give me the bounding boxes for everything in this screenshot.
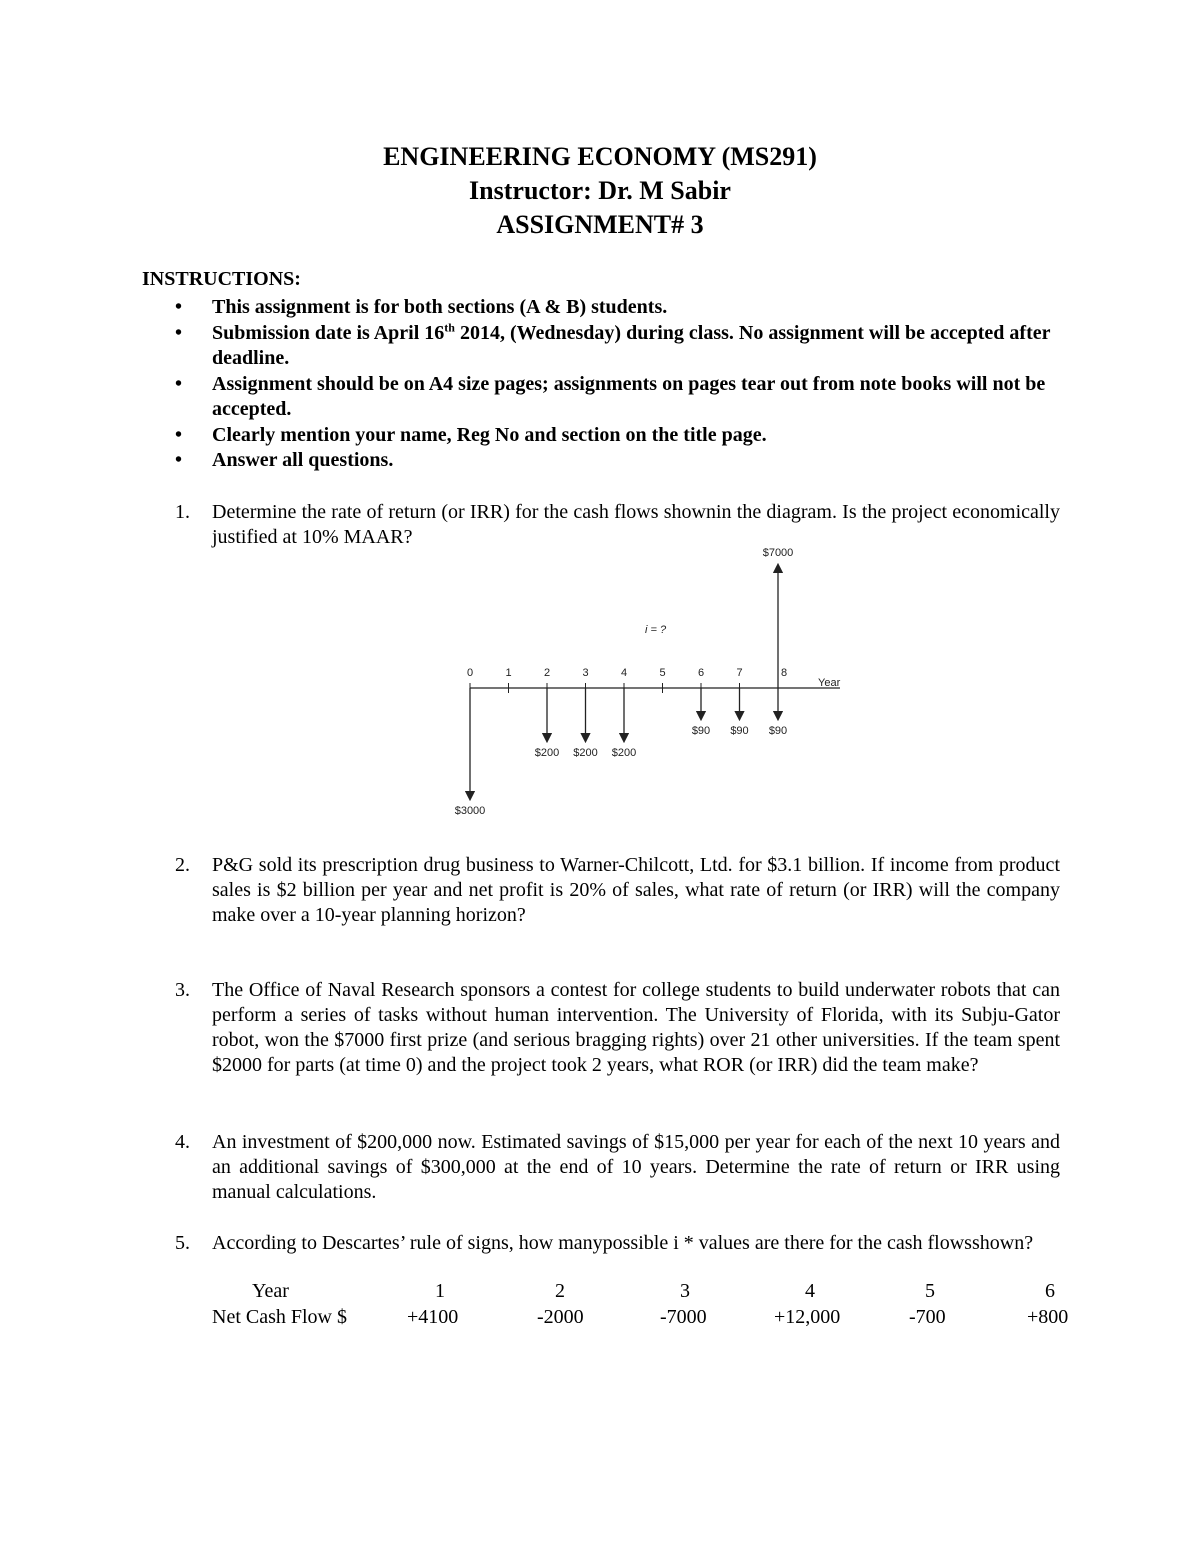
question-number: 4. <box>175 1131 190 1153</box>
instruction-item: • This assignment is for both sections (A & B) students. <box>142 295 1062 321</box>
question-number: 2. <box>175 854 190 876</box>
cash-flow-label: $7000 <box>762 547 794 559</box>
period-label: 6 <box>698 667 705 679</box>
cash-flow-label: $200 <box>611 747 637 759</box>
cash-flow-cell: +12,000 <box>774 1306 841 1328</box>
instructor-line: Instructor: Dr. M Sabir <box>469 176 731 205</box>
cash-flow-label: $200 <box>534 747 560 759</box>
cash-flow-row-label: Net Cash Flow $ <box>212 1306 347 1328</box>
question-text: An investment of $200,000 now. Estimated savings of $15,000 per year for each of the next 10 years and an additional savings of $300,000 at the end of 10 years. Determine the rate of return or IRR using manual calculations. <box>212 1131 1060 1203</box>
cash-flow-cell: -7000 <box>660 1306 707 1328</box>
cash-flow-label: $3000 <box>454 805 486 817</box>
year-row <box>212 1280 1082 1306</box>
question-4 <box>142 1130 1060 1205</box>
instructions-list <box>142 295 1062 474</box>
question-number: 5. <box>175 1232 190 1254</box>
instruction-item: • Submission date is April 16th 2014, (Wednesday) during class. No assignment will be accepted after deadline. <box>175 319 1051 369</box>
period-label: 3 <box>582 667 589 679</box>
year-cell: 5 <box>925 1280 935 1302</box>
period-label: 0 <box>467 667 474 679</box>
question-text: P&G sold its prescription drug business to Warner-Chilcott, Ltd. for $3.1 billion. If income from product sales is $2 billion per year and net profit is 20% of sales, what rate of return (or IRR) will the company make over a 10-year planning horizon? <box>212 854 1060 926</box>
year-cell: 3 <box>680 1280 690 1302</box>
question-number: 3. <box>175 979 190 1001</box>
instruction-item: • Answer all questions. <box>142 448 1062 474</box>
instructions-heading: INSTRUCTIONS: <box>142 268 301 290</box>
year-cell: 2 <box>555 1280 565 1302</box>
question-text: The Office of Naval Research sponsors a contest for college students to build underwater robots that can perform a series of tasks without human intervention. The University of Florida, with its Subju-Gator robot, won the $7000 first prize (and serious bragging rights) over 21 other universities. If the team spent $2000 for parts (at time 0) and the project took 2 years, what ROR (or IRR) did the team make? <box>212 979 1060 1076</box>
bullet-icon: • <box>175 296 183 318</box>
question-5 <box>142 1231 1060 1256</box>
assignment-title: ASSIGNMENT# 3 <box>496 210 704 239</box>
cash-flow-label: $90 <box>768 725 788 737</box>
course-title: ENGINEERING ECONOMY (MS291) <box>383 142 817 171</box>
period-label: 7 <box>736 667 743 679</box>
cash-flow-cell: -700 <box>909 1306 946 1328</box>
cash-flow-label: $90 <box>691 725 711 737</box>
period-label: 8 <box>781 667 788 679</box>
year-row-label: Year <box>252 1280 289 1302</box>
question-3 <box>142 978 1060 1078</box>
cash-flow-diagram <box>440 547 860 830</box>
period-label: 1 <box>505 667 512 679</box>
instruction-item: • Assignment should be on A4 size pages; assignments on pages tear out from note books will not be accepted. <box>175 372 1046 420</box>
period-label: 2 <box>544 667 551 679</box>
period-label: 5 <box>659 667 666 679</box>
question-1 <box>142 500 1060 550</box>
question-number: 1. <box>175 501 190 523</box>
year-axis-label: Year <box>818 677 841 689</box>
period-label: 4 <box>621 667 628 679</box>
question-text: According to Descartes’ rule of signs, how manypossible i * values are there for the cash flowsshown? <box>212 1232 1034 1254</box>
cash-flow-label: $200 <box>573 747 598 759</box>
year-cell: 1 <box>435 1280 445 1302</box>
bullet-icon: • <box>175 423 183 446</box>
document-header <box>0 140 1200 242</box>
cash-flow-cell: -2000 <box>537 1306 584 1328</box>
year-cell: 6 <box>1045 1280 1055 1302</box>
cash-flow-table <box>212 1280 1082 1332</box>
bullet-icon: • <box>175 372 183 395</box>
bullet-icon: • <box>175 321 183 344</box>
cash-flow-label: $90 <box>730 725 749 737</box>
cash-flow-row <box>212 1306 1082 1332</box>
year-cell: 4 <box>805 1280 815 1302</box>
cash-flow-cell: +800 <box>1027 1306 1069 1328</box>
cash-flow-cell: +4100 <box>407 1306 459 1328</box>
question-2 <box>142 853 1060 928</box>
bullet-icon: • <box>175 449 183 471</box>
instruction-item: • Clearly mention your name, Reg No and section on the title page. <box>142 423 1062 449</box>
question-text: Determine the rate of return (or IRR) for the cash flows shownin the diagram. Is the project economically justified at 10% MAAR? <box>212 501 1060 548</box>
rate-label: i = ? <box>645 624 667 636</box>
